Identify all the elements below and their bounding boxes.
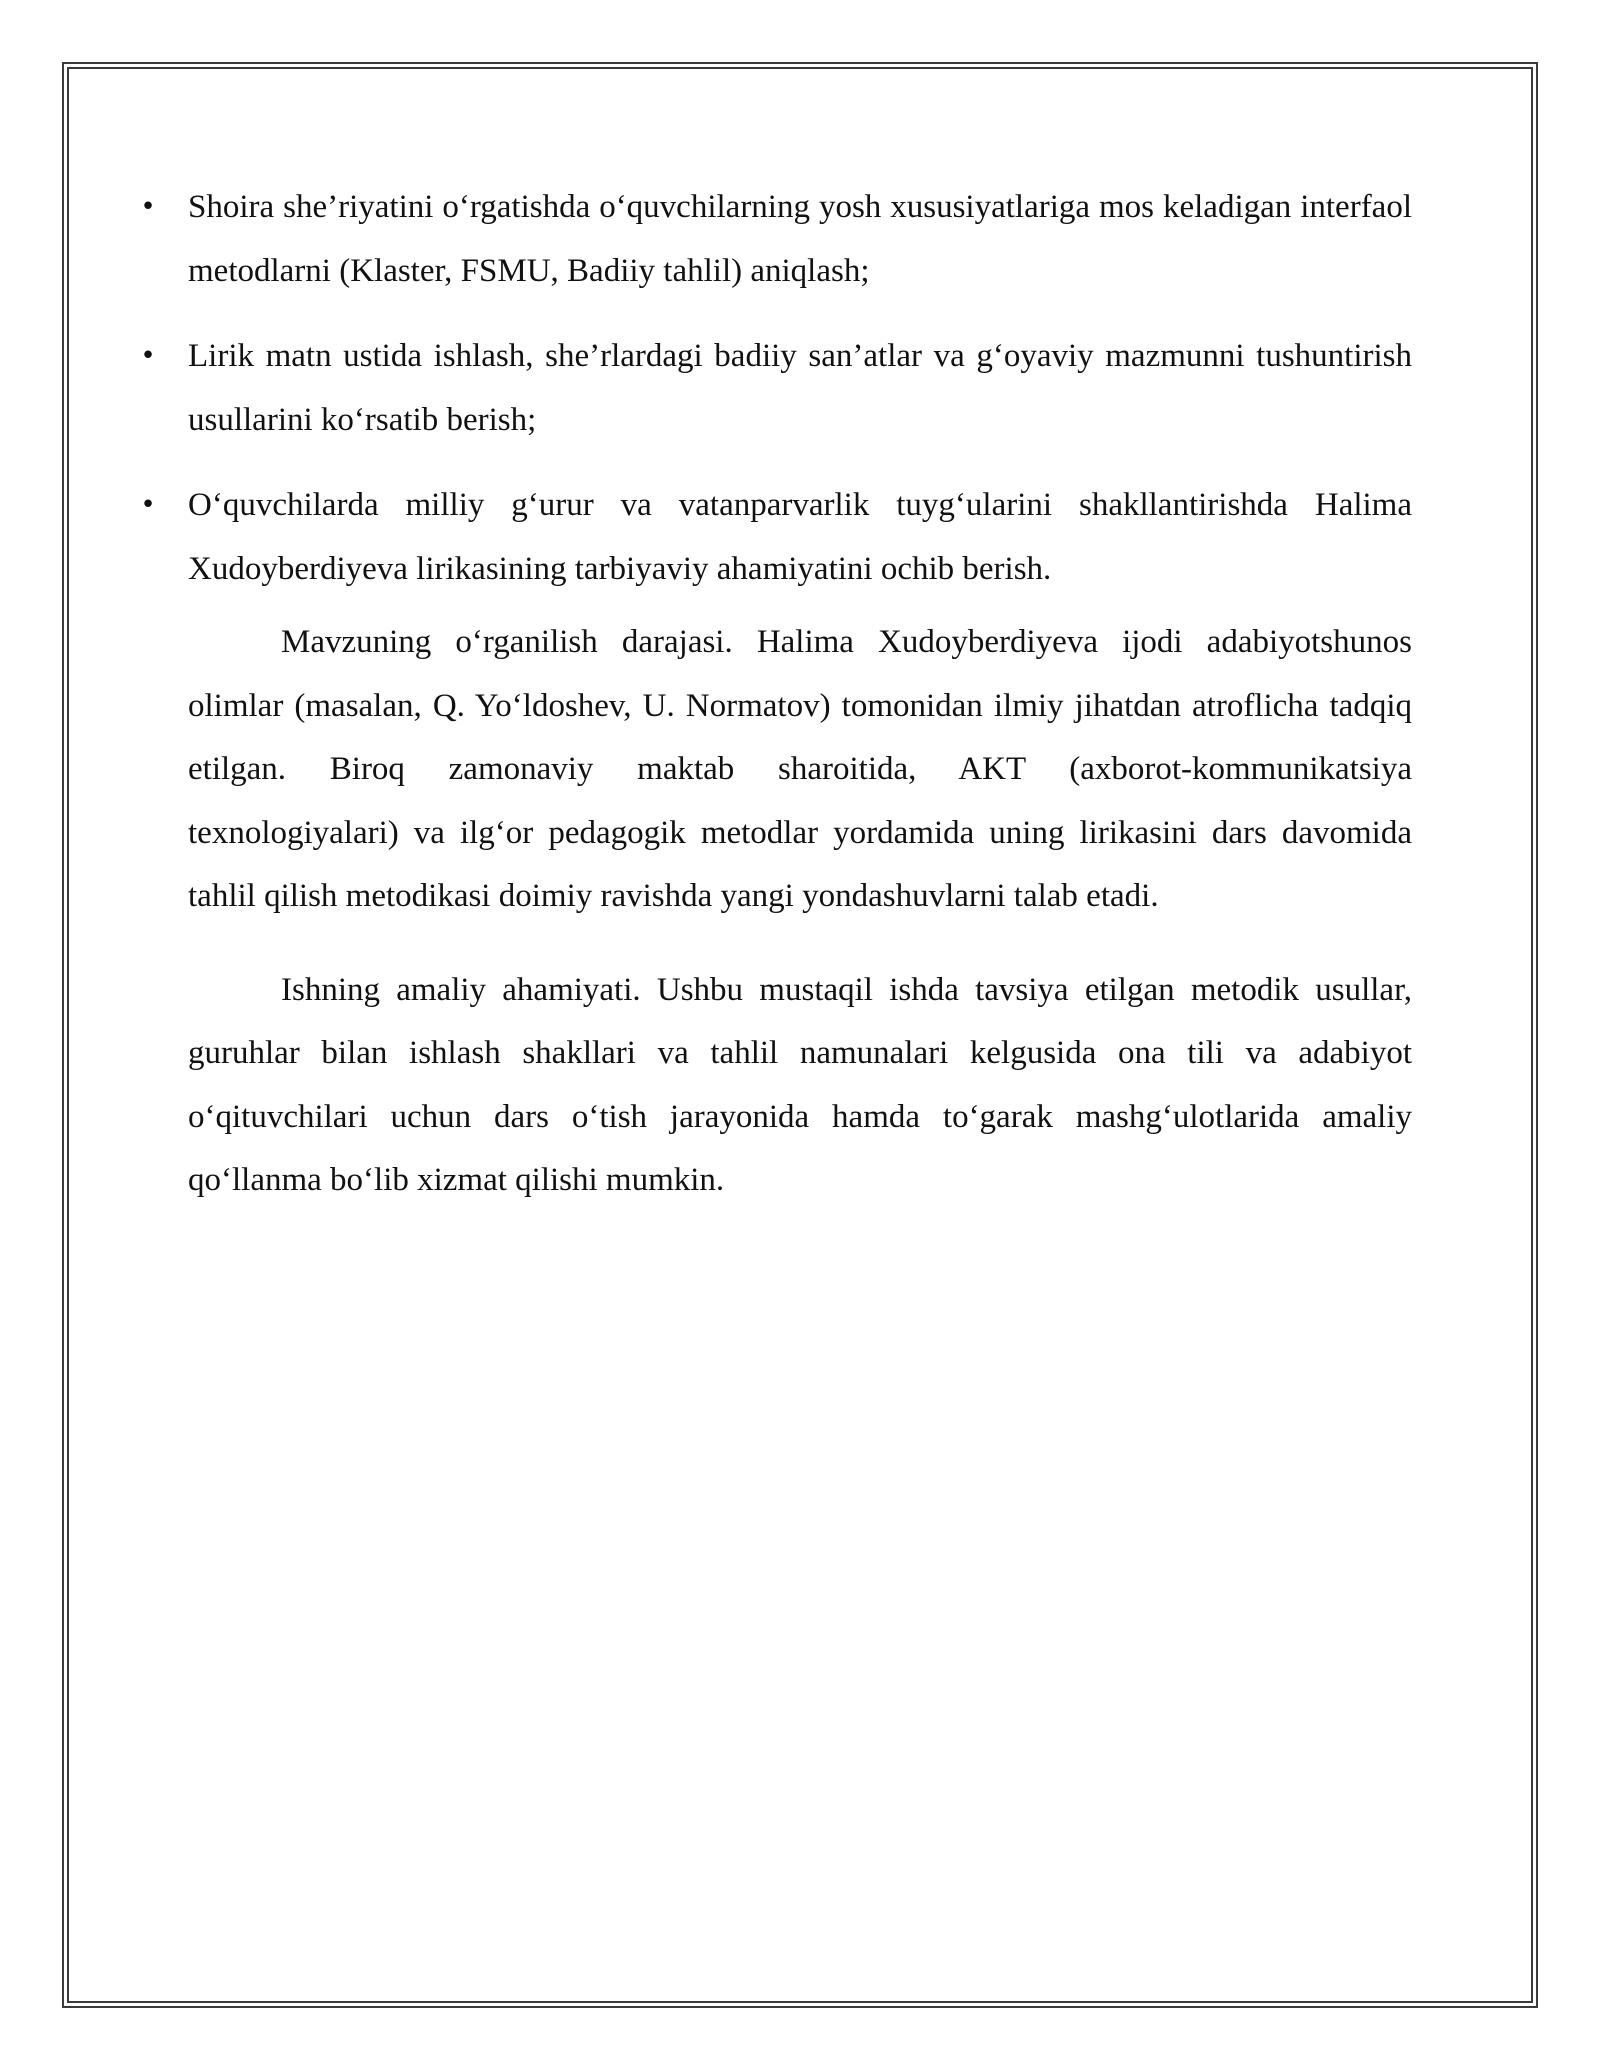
bullet-item-3 [140,474,1412,601]
bullet-marker: • [140,341,156,371]
bullet-text: O‘quvchilarda milliy g‘urur va vatanparvarlik tuyg‘ularini shakllantirishda Halima Xudoyberdiyeva lirikasining tarbiyaviy ahamiyatini ochib berish. [188,487,1412,587]
bullet-list [140,176,1412,601]
bullet-item-1 [140,176,1412,303]
bullet-text: Lirik matn ustida ishlash, she’rlardagi badiiy san’atlar va g‘oyaviy mazmunni tushuntirish usullarini ko‘rsatib berish; [188,338,1412,438]
bullet-text: Shoira she’riyatini o‘rgatishda o‘quvchilarning yosh xususiyatlariga mos keladigan interfaol metodlarni (Klaster, FSMU, Badiiy tahlil) aniqlash; [188,189,1412,289]
bullet-marker: • [140,490,156,520]
bullet-marker: • [140,192,156,222]
paragraph-study-level: Mavzuning o‘rganilish darajasi. Halima Xudoyberdiyeva ijodi adabiyotshunos olimlar (masalan, Q. Yo‘ldoshev, U. Normatov) tomonidan ilmiy jihatdan atroflicha tadqiq etilgan. Biroq zamonaviy maktab sharoitida, AKT (axborot-kommunikatsiya texnologiyalari) va ilg‘or pedagogik metodlar yordamida uning lirikasini dars davomida tahlil qilish metodikasi doimiy ravishda yangi yondashuvlarni talab etadi. [188,624,1412,914]
paragraph-practical-significance: Ishning amaliy ahamiyati. Ushbu mustaqil ishda tavsiya etilgan metodik usullar, guruhlar bilan ishlash shakllari va tahlil namunalari kelgusida ona tili va adabiyot o‘qituvchilari uchun dars o‘tish jarayonida hamda to‘garak mashg‘ulotlarida amaliy qo‘llanma bo‘lib xizmat qilishi mumkin. [188,971,1412,1198]
bullet-item-2 [140,325,1412,452]
document-body [140,176,1412,1243]
